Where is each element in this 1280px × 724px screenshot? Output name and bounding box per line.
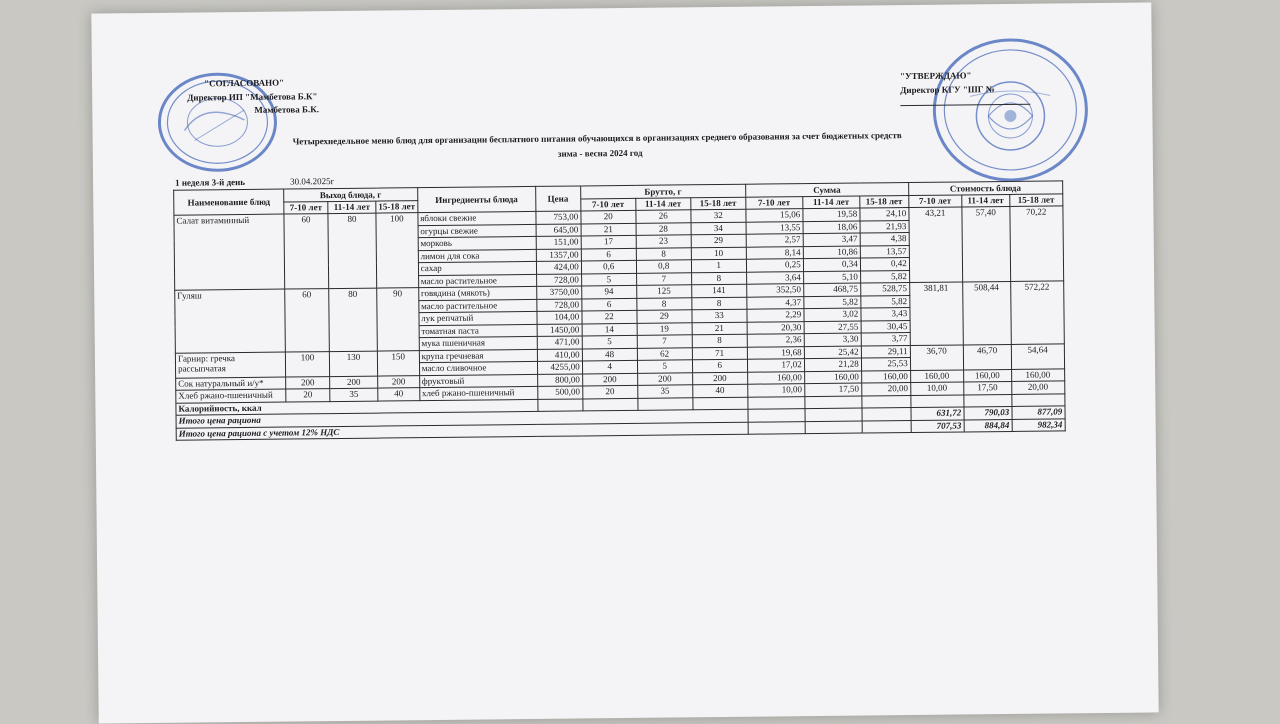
sum-cell: 3,64 [746, 271, 803, 284]
age-header: 15-18 лет [859, 195, 908, 208]
col-price: Цена [535, 186, 580, 211]
sum-cell: 20,00 [861, 383, 910, 396]
price-cell: 104,00 [537, 311, 582, 324]
yield-cell: 40 [378, 388, 420, 401]
total-value: 631,72 [911, 407, 964, 420]
sum-cell: 19,58 [803, 208, 860, 221]
price-cell: 471,00 [537, 336, 582, 349]
price-cell: 1450,00 [537, 323, 582, 336]
price-cell: 753,00 [536, 211, 581, 224]
gross-cell: 125 [636, 285, 691, 298]
sum-cell: 3,43 [861, 308, 910, 321]
gross-cell: 6 [581, 248, 636, 261]
sum-cell: 4,38 [860, 233, 909, 246]
menu-table-body [174, 206, 1065, 403]
cost-cell: 160,00 [963, 369, 1011, 382]
gross-cell: 200 [692, 372, 747, 385]
gross-cell: 5 [581, 273, 636, 286]
sum-cell: 15,06 [746, 209, 803, 222]
dish-name-cell: Салат витаминный [174, 214, 285, 290]
ingredient-cell: говядина (мякоть) [418, 286, 536, 300]
gross-cell: 8 [691, 272, 746, 285]
sum-cell: 21,93 [860, 220, 909, 233]
sum-cell: 20,30 [747, 321, 804, 334]
cost-cell: 508,44 [962, 281, 1011, 344]
gross-cell: 5 [582, 335, 637, 348]
sum-cell: 5,10 [803, 271, 860, 284]
gross-cell: 0,8 [636, 260, 691, 273]
sum-cell: 160,00 [804, 371, 861, 384]
right-seal-stamp [930, 35, 1092, 185]
gross-cell: 32 [691, 209, 746, 222]
col-sum: Сумма [745, 183, 908, 197]
gross-cell: 7 [636, 272, 691, 285]
gross-cell: 21 [581, 223, 636, 236]
agreed-signatory: Мамбетова Б.К. [254, 104, 320, 115]
yield-cell: 200 [330, 376, 378, 389]
age-header: 11-14 лет [802, 196, 859, 209]
gross-cell: 14 [582, 323, 637, 336]
total-vat-value: 982,34 [1012, 418, 1065, 431]
yield-cell: 80 [329, 288, 378, 351]
ingredient-cell: масло сливочное [419, 361, 537, 375]
price-cell: 800,00 [537, 373, 582, 386]
sum-cell: 3,77 [861, 333, 910, 346]
sum-cell: 0,34 [803, 258, 860, 271]
sum-cell: 25,42 [804, 346, 861, 359]
col-ingredients: Ингредиенты блюда [417, 186, 535, 212]
gross-cell: 7 [637, 335, 692, 348]
ingredient-cell: морковь [418, 236, 536, 250]
age-header: 15-18 лет [690, 197, 745, 210]
total-vat-value: 707,53 [911, 419, 964, 432]
gross-cell: 8 [692, 334, 747, 347]
agreed-director-line: Директор ИП "Мамбетова Б.К" [187, 91, 318, 103]
ingredient-cell: крупа гречневая [419, 349, 537, 363]
gross-cell: 19 [637, 322, 692, 335]
sum-cell: 3,47 [803, 233, 860, 246]
gross-cell: 6 [692, 359, 747, 372]
sum-cell: 3,30 [804, 333, 861, 346]
sum-cell: 4,37 [747, 296, 804, 309]
col-yield: Выход блюда, г [284, 188, 418, 202]
gross-cell: 1 [691, 259, 746, 272]
gross-cell: 0,6 [581, 260, 636, 273]
cost-cell: 572,22 [1010, 281, 1064, 344]
cost-cell: 160,00 [910, 369, 963, 382]
sum-cell: 5,82 [861, 295, 910, 308]
cost-cell: 46,70 [963, 344, 1011, 370]
gross-cell: 20 [581, 210, 636, 223]
total-vat-value: 884,84 [964, 419, 1012, 432]
gross-cell: 6 [582, 298, 637, 311]
ingredient-cell: хлеб ржано-пшеничный [419, 386, 537, 400]
approved-label: "УТВЕРЖДАЮ" [899, 70, 972, 82]
ingredient-cell: масло растительное [419, 299, 537, 313]
yield-cell: 35 [330, 388, 378, 401]
gross-cell: 4 [582, 360, 637, 373]
gross-cell: 10 [691, 247, 746, 260]
ingredient-cell: яблоки свежие [418, 211, 536, 225]
sum-cell: 2,29 [747, 309, 804, 322]
week-day-label: 1 неделя 3-й день [175, 176, 246, 188]
yield-cell: 200 [378, 375, 420, 388]
gross-cell: 8 [636, 247, 691, 260]
ingredient-cell: фруктовый [419, 374, 537, 388]
yield-cell: 100 [376, 213, 419, 288]
document-title: Четырехнедельное меню блюд для организации бесплатного питания обучающихся в организациях среднего образования за счет бюджетных средств [292, 130, 902, 147]
gross-cell: 34 [691, 222, 746, 235]
dish-name-cell: Гуляш [175, 289, 286, 353]
sum-cell: 5,82 [860, 270, 909, 283]
sum-cell: 21,28 [804, 358, 861, 371]
cost-cell: 54,64 [1011, 343, 1064, 369]
ingredient-cell: мука пшеничная [419, 336, 537, 350]
agreed-label: "СОГЛАСОВАНО" [203, 77, 285, 89]
ingredient-cell: масло растительное [418, 274, 536, 288]
sum-cell: 0,42 [860, 258, 909, 271]
age-header: 7-10 лет [284, 201, 328, 214]
sum-cell: 30,45 [861, 320, 910, 333]
cost-cell: 17,50 [963, 381, 1011, 394]
price-cell: 728,00 [536, 273, 581, 286]
age-header: 15-18 лет [376, 200, 418, 213]
price-cell: 3750,00 [536, 286, 581, 299]
gross-cell: 23 [636, 235, 691, 248]
gross-cell: 200 [637, 372, 692, 385]
cost-cell: 381,81 [909, 282, 963, 345]
cost-cell: 43,21 [909, 207, 963, 283]
sum-cell: 2,36 [747, 334, 804, 347]
sum-cell: 160,00 [747, 371, 804, 384]
col-dish: Наименование блюд [174, 189, 284, 215]
yield-cell: 150 [377, 350, 419, 375]
document-sheet [91, 2, 1158, 723]
gross-cell: 20 [582, 385, 637, 398]
ingredient-cell: огурцы свежие [418, 224, 536, 238]
age-header: 15-18 лет [1009, 193, 1062, 206]
sum-cell: 13,55 [746, 221, 803, 234]
gross-cell: 22 [582, 310, 637, 323]
sum-cell: 8,14 [746, 246, 803, 259]
col-gross: Брутто, г [580, 184, 745, 198]
sum-cell: 17,50 [804, 383, 861, 396]
gross-cell: 17 [581, 235, 636, 248]
gross-cell: 5 [637, 360, 692, 373]
menu-table [173, 180, 1065, 440]
col-cost: Стоимость блюда [908, 181, 1062, 195]
sum-cell: 468,75 [803, 283, 860, 296]
calories-label: Калорийность, ккал [176, 399, 538, 415]
gross-cell: 94 [581, 285, 636, 298]
total-vat-label: Итого цена рациона с учетом 12% НДС [176, 422, 748, 440]
gross-cell: 8 [637, 297, 692, 310]
yield-cell: 60 [285, 289, 330, 352]
sum-cell: 160,00 [861, 370, 910, 383]
price-cell: 645,00 [536, 223, 581, 236]
sum-cell: 2,57 [746, 234, 803, 247]
gross-cell: 21 [692, 322, 747, 335]
gross-cell: 28 [636, 222, 691, 235]
ingredient-cell: сахар [418, 261, 536, 275]
sum-cell: 13,57 [860, 245, 909, 258]
cost-cell: 70,22 [1010, 206, 1064, 282]
ingredient-cell: лимон для сока [418, 249, 536, 263]
sum-cell: 18,06 [803, 221, 860, 234]
cost-cell: 57,40 [962, 206, 1011, 281]
sum-cell: 25,53 [861, 358, 910, 371]
price-cell: 500,00 [537, 386, 582, 399]
gross-cell: 48 [582, 348, 637, 361]
total-value: 877,09 [1012, 406, 1065, 419]
yield-cell: 130 [329, 351, 377, 377]
menu-date: 30.04.2025г [290, 176, 335, 187]
age-header: 7-10 лет [908, 194, 961, 207]
age-header: 11-14 лет [635, 197, 690, 210]
approved-director-line: Директор КГУ "ШГ № [900, 84, 995, 96]
sum-cell: 27,55 [804, 321, 861, 334]
yield-cell: 90 [377, 288, 419, 351]
yield-cell: 200 [286, 376, 330, 389]
gross-cell: 35 [637, 385, 692, 398]
cost-cell: 36,70 [910, 344, 963, 370]
cost-cell: 160,00 [1011, 368, 1064, 381]
gross-cell: 33 [692, 309, 747, 322]
cost-cell: 20,00 [1011, 381, 1064, 394]
age-header: 7-10 лет [745, 196, 802, 209]
sum-cell: 5,82 [804, 296, 861, 309]
ingredient-cell: лук репчатый [419, 311, 537, 325]
age-header: 11-14 лет [328, 201, 376, 214]
price-cell: 4255,00 [537, 361, 582, 374]
dish-name-cell: Хлеб ржано-пшеничный [176, 389, 286, 403]
age-header: 7-10 лет [580, 198, 635, 211]
document-subtitle: зима - весна 2024 год [557, 147, 643, 159]
sum-cell: 29,11 [861, 345, 910, 358]
ingredient-cell: томатная паста [419, 324, 537, 338]
cost-cell: 10,00 [910, 382, 963, 395]
sum-cell: 0,25 [746, 259, 803, 272]
sum-cell: 24,10 [860, 208, 909, 221]
total-value: 790,03 [964, 406, 1012, 419]
gross-cell: 40 [692, 384, 747, 397]
sum-cell: 3,02 [804, 308, 861, 321]
sum-cell: 528,75 [860, 283, 909, 296]
gross-cell: 200 [582, 373, 637, 386]
yield-cell: 100 [285, 351, 329, 376]
dish-name-cell: Сок натуральный и/у* [176, 377, 286, 391]
price-cell: 424,00 [536, 261, 581, 274]
yield-cell: 80 [328, 213, 377, 288]
yield-cell: 20 [286, 389, 330, 402]
gross-cell: 62 [637, 347, 692, 360]
price-cell: 151,00 [536, 236, 581, 249]
gross-cell: 29 [691, 234, 746, 247]
sum-cell: 10,00 [747, 384, 804, 397]
price-cell: 410,00 [537, 348, 582, 361]
gross-cell: 29 [637, 310, 692, 323]
total-label: Итого цена рациона [176, 409, 748, 427]
yield-cell: 60 [284, 214, 329, 289]
gross-cell: 8 [692, 297, 747, 310]
age-header: 11-14 лет [961, 194, 1009, 207]
sum-cell: 17,02 [747, 359, 804, 372]
price-cell: 1357,00 [536, 248, 581, 261]
sum-cell: 19,68 [747, 346, 804, 359]
gross-cell: 71 [692, 347, 747, 360]
price-cell: 728,00 [537, 298, 582, 311]
gross-cell: 26 [636, 210, 691, 223]
gross-cell: 141 [691, 284, 746, 297]
sum-cell: 10,86 [803, 246, 860, 259]
dish-name-cell: Гарнир: гречка рассыпчатая [175, 352, 285, 378]
sum-cell: 352,50 [746, 284, 803, 297]
